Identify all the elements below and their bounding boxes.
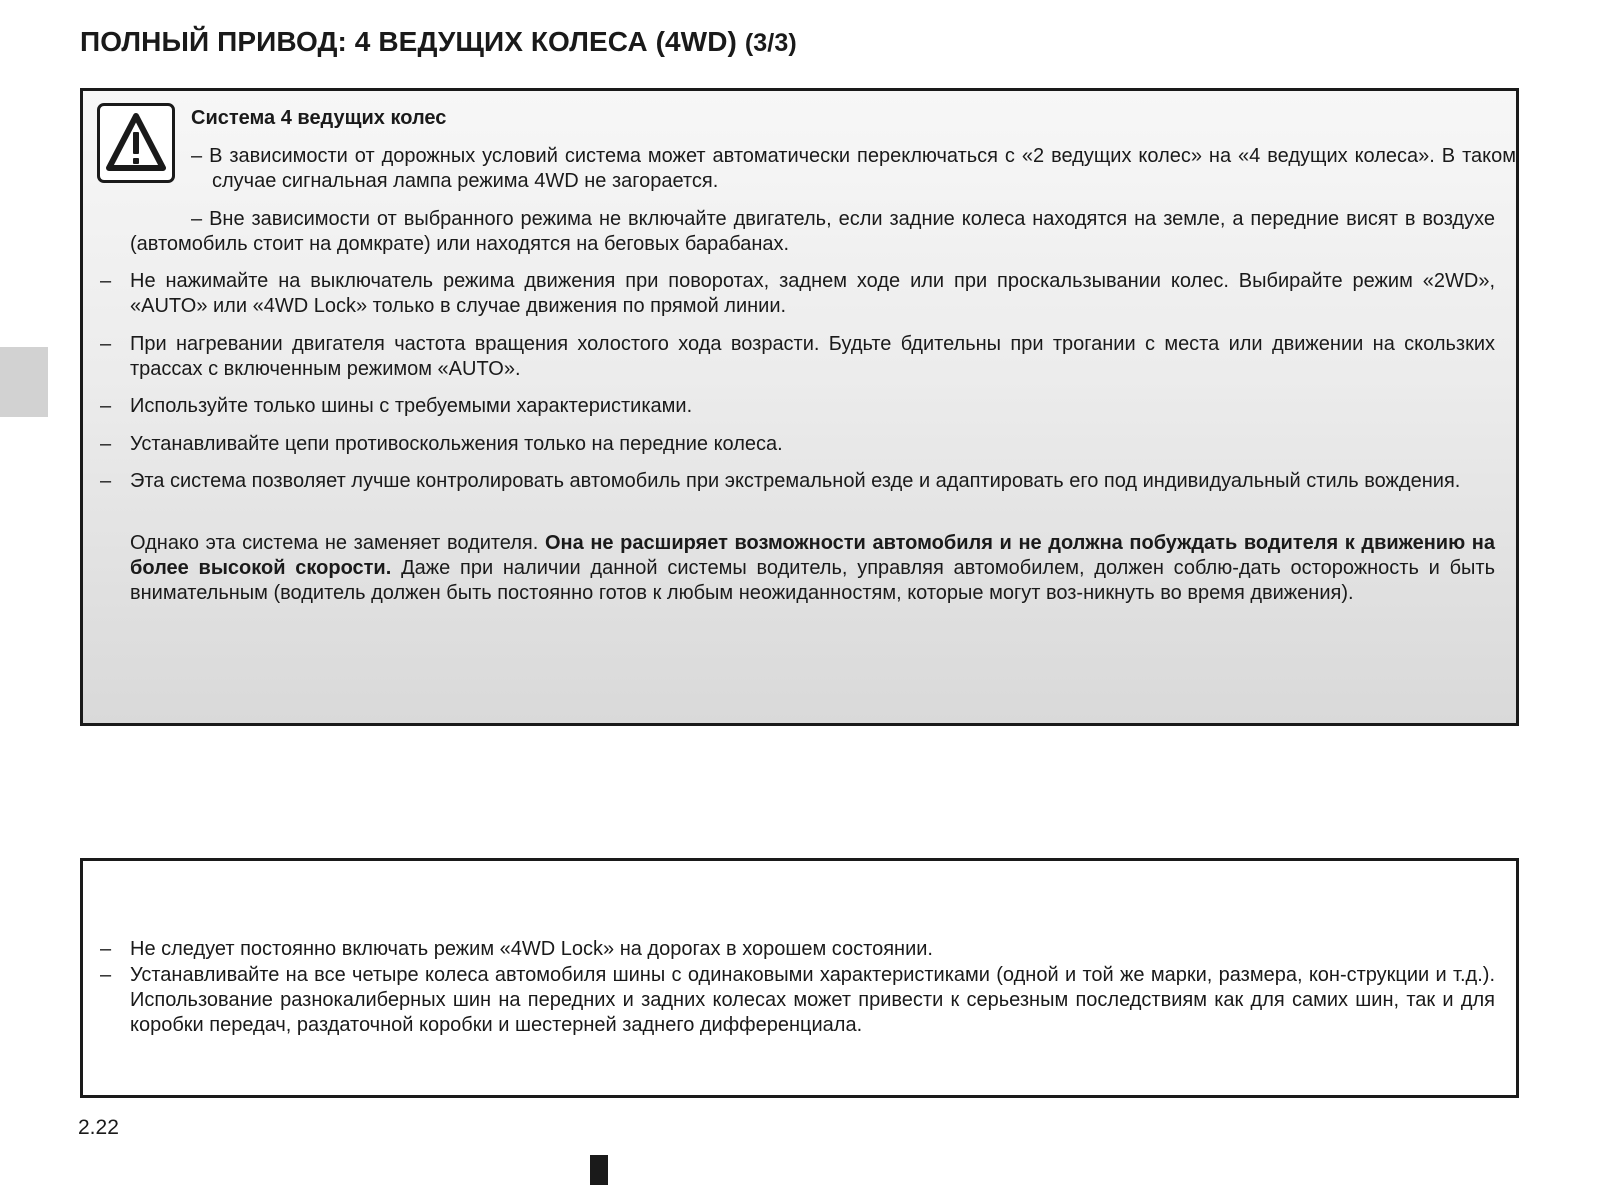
bullet-dash: – xyxy=(100,333,112,355)
warning-bullet-2: При нагревании двигателя частота вращения холостого хода возрасти. Будьте бдительны при трогании с места или движении на скользких трассах с включенным режимом «AUTO». xyxy=(130,333,1495,380)
closing-text-bold: Она не расширяет возможности автомобиля и не должна побуждать водителя к движению на более высокой скорости. xyxy=(130,532,1496,579)
bullet-dash: – xyxy=(100,938,112,960)
page-title-main: ПОЛНЫЙ ПРИВОД: 4 ВЕДУЩИХ КОЛЕСА (4WD) xyxy=(80,26,737,57)
warning-bullet-1: Не нажимайте на выключатель режима движения при поворотах, заднем ходе или при проскальзывании колес. Выбирайте режим «2WD», «AUTO» или «4WD Lock» только в случае движения по прямой линии. xyxy=(130,270,1495,317)
bullet-dash: – xyxy=(100,433,112,455)
warning-bullet-5: Эта система позволяет лучше контролировать автомобиль при экстремальной езде и адаптировать его под индивидуальный стиль вождения. xyxy=(130,470,1461,492)
warning-triangle-icon xyxy=(97,103,175,183)
note-bullet-1: Не следует постоянно включать режим «4WD Lock» на дорогах в хорошем состоянии. xyxy=(130,938,933,960)
bullet-dash: – xyxy=(100,395,112,417)
warning-heading: Система 4 ведущих колес xyxy=(191,107,447,129)
page-title xyxy=(80,26,797,58)
warning-item-1: – В зависимости от дорожных условий система может автоматически переключаться с «2 ведущих колес» на «4 ведущих колеса». В таком случае сигнальная лампа режима 4WD не загорается. xyxy=(191,145,1516,192)
closing-text-start: Однако эта система не заменяет водителя. xyxy=(130,532,539,554)
closing-text-end: Даже при наличии данной системы водитель, управляя автомобилем, должен соблю-дать осторожность и быть внимательным (водитель должен быть постоянно готов к любым неожиданностям, которые могут воз-никнуть во время движения). xyxy=(130,557,1495,604)
section-tab-marker xyxy=(0,347,48,417)
page-edge-marker xyxy=(590,1155,608,1185)
warning-bullet-3: Используйте только шины с требуемыми характеристиками. xyxy=(130,395,693,417)
note-box xyxy=(80,858,1519,1098)
warning-closing-paragraph xyxy=(130,531,1495,606)
bullet-dash: – xyxy=(100,964,112,986)
warning-item-2: – Вне зависимости от выбранного режима не включайте двигатель, если задние колеса находятся на земле, а передние висят в воздухе (автомобиль стоит на домкрате) или находятся на беговых барабанах. xyxy=(130,208,1495,255)
page-title-part: (3/3) xyxy=(744,29,797,57)
warning-box xyxy=(80,88,1519,726)
note-bullet-2: Устанавливайте на все четыре колеса автомобиля шины с одинаковыми характеристиками (одной и той же марки, размера, кон-струкции и т.д.). Использование разнокалиберных шин на передних и задних колесах может привести к серьезным последствиям как для самих шин, так и для коробки передач, раздаточной коробки и шестерней заднего дифференциала. xyxy=(130,964,1495,1036)
bullet-dash: – xyxy=(100,470,112,492)
bullet-dash: – xyxy=(100,270,112,292)
page-number: 2.22 xyxy=(78,1116,119,1139)
warning-bullet-4: Устанавливайте цепи противоскольжения только на передние колеса. xyxy=(130,433,783,455)
